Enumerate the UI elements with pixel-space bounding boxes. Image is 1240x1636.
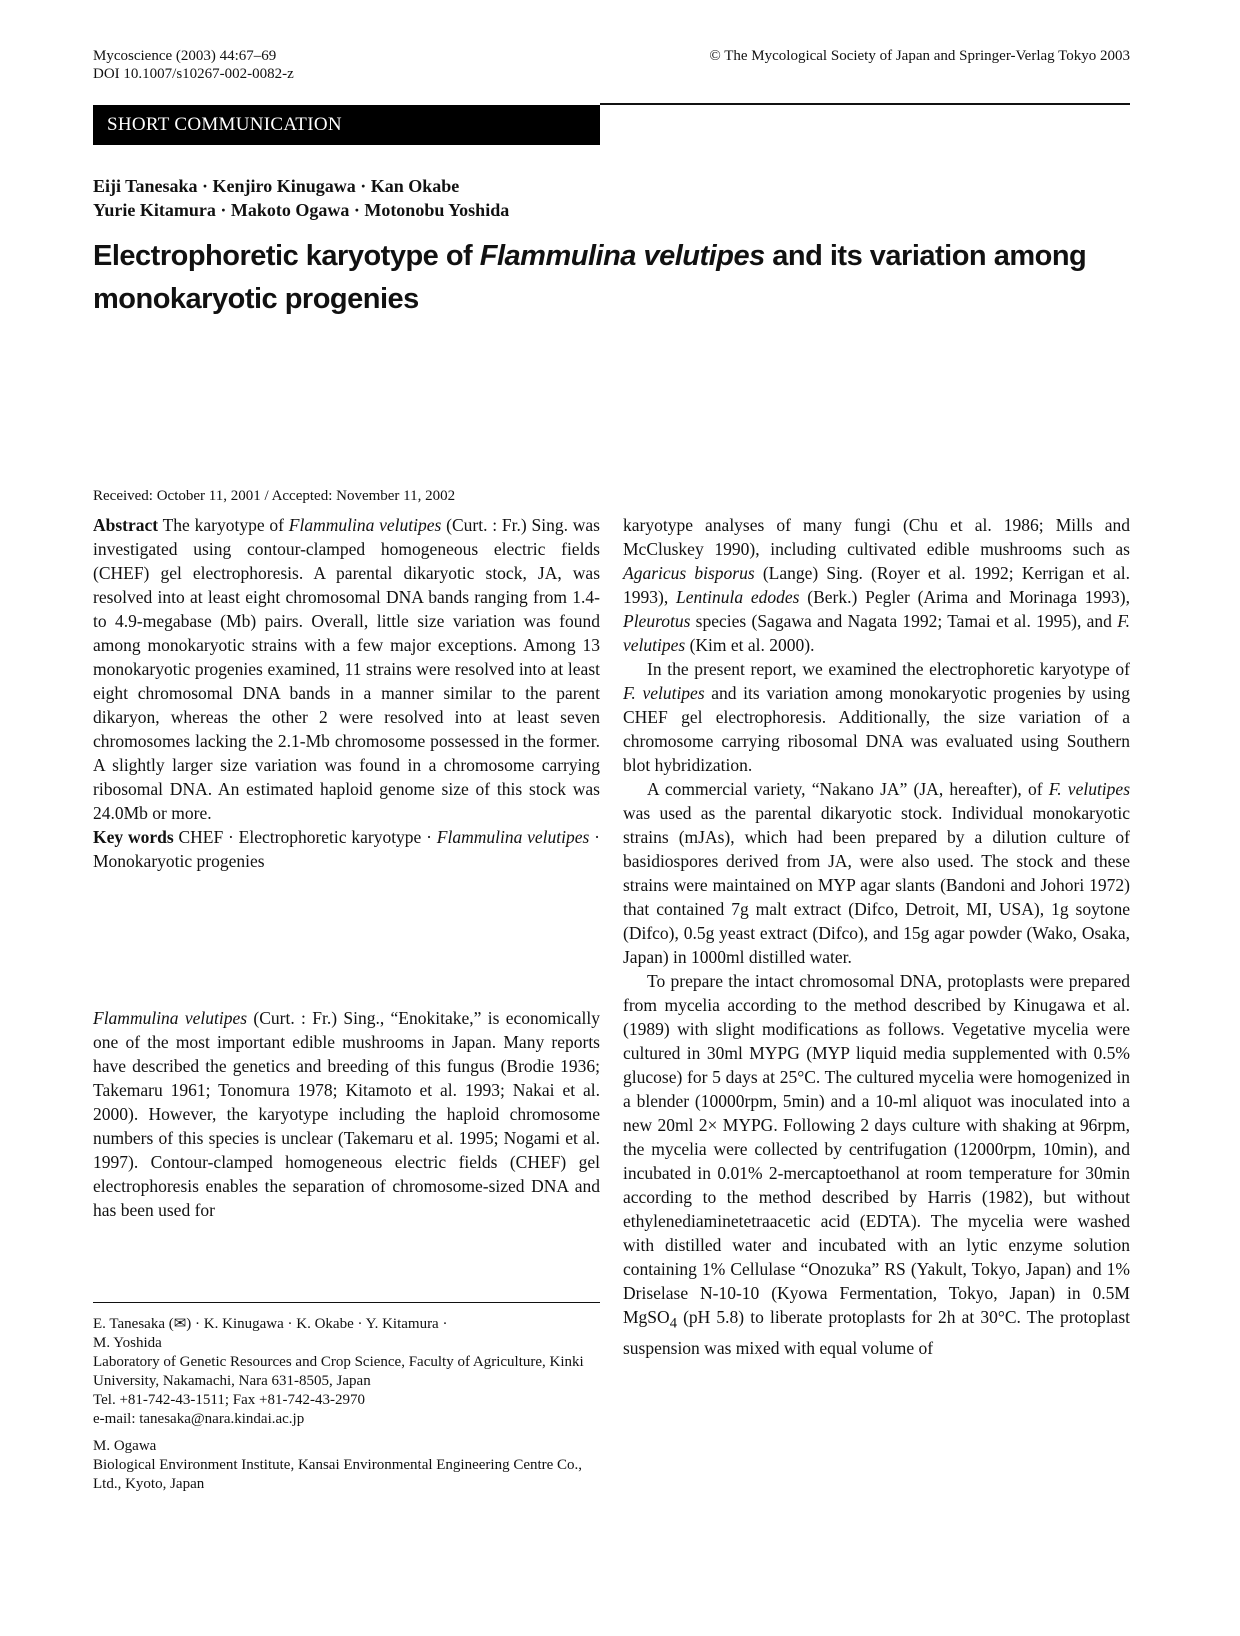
paragraph-2: In the present report, we examined the electrophoretic karyotype of F. velutipes and its variation among monokaryotic progenies by using CHEF gel electrophoresis. Additionally, the size variation of a chromosome carrying ribosomal DNA was evaluated using Southern blot hybridization.	[623, 659, 1130, 775]
right-column	[623, 513, 1130, 1360]
title-part-1: Electrophoretic karyotype of	[93, 240, 480, 272]
keywords: Key words CHEF · Electrophoretic karyotype · Flammulina velutipes · Monokaryotic progenies	[93, 827, 601, 871]
copyright-notice: © The Mycological Society of Japan and Springer-Verlag Tokyo 2003	[709, 48, 1130, 64]
title-part-2: and its variation among monokaryotic progenies	[93, 240, 1087, 315]
author-line-2: Yurie Kitamura · Makoto Ogawa · Motonobu Yoshida	[93, 200, 510, 220]
journal-citation: Mycoscience (2003) 44:67–69	[93, 48, 277, 64]
author-list	[93, 174, 509, 222]
introduction	[93, 1006, 600, 1222]
paragraph-3: A commercial variety, “Nakano JA” (JA, hereafter), of F. velutipes was used as the parental dikaryotic stock. Individual monokaryotic strains (mJAs), which had been prepared by a dilution culture of basidiospores derived from JA, were also used. The stock and these strains were maintained on MYP agar slants (Bandoni and Johori 1972) that contained 7g malt extract (Difco, Detroit, MI, USA), 1g soytone (Difco), 0.5g yeast extract (Difco), and 15g agar powder (Wako, Osaka, Japan) in 1000ml distilled water.	[623, 779, 1130, 967]
section-banner: SHORT COMMUNICATION	[93, 105, 600, 145]
title-species: Flammulina velutipes	[479, 240, 765, 272]
footnote-rule	[93, 1302, 600, 1303]
intro-paragraph: Flammulina velutipes (Curt. : Fr.) Sing., “Enokitake,” is economically one of the most important edible mushrooms in Japan. Many reports have described the genetics and breeding of this fungus (Brodie 1936; Takemaru 1961; Tonomura 1978; Kitamoto et al. 1993; Nakai et al. 2000). However, the karyotype including the haploid chromosome numbers of this species is unclear (Takemaru et al. 1995; Nogami et al. 1997). Contour-clamped homogeneous electric fields (CHEF) gel electrophoresis enables the separation of chromosome-sized DNA and has been used for	[93, 1008, 600, 1220]
abstract: Abstract The karyotype of Flammulina velutipes (Curt. : Fr.) Sing. was investigated using contour-clamped homogeneous electric fields (CHEF) gel electrophoresis. A parental dikaryotic stock, JA, was resolved into at least eight chromosomal DNA bands ranging from 1.4- to 4.9-megabase (Mb) pairs. Overall, little size variation was found among monokaryotic strains with a few major exceptions. Among 13 monokaryotic progenies examined, 11 strains were resolved into at least eight chromosomal DNA bands in a manner similar to the parent dikaryon, whereas the other 2 were resolved into at least seven chromosomes lacking the 2.1-Mb chromosome possessed in the former. A slightly larger size variation was found in a chromosome carrying ribosomal DNA. An estimated haploid genome size of this stock was 24.0Mb or more.	[93, 515, 600, 823]
received-dates: Received: October 11, 2001 / Accepted: November 11, 2002	[93, 488, 456, 504]
keywords-label: Key words	[93, 827, 174, 847]
left-column	[93, 513, 600, 873]
paragraph-1: karyotype analyses of many fungi (Chu et al. 1986; Mills and McCluskey 1990), including cultivated edible mushrooms such as Agaricus bisporus (Lange) Sing. (Royer et al. 1992; Kerrigan et al. 1993), Lentinula edodes (Berk.) Pegler (Arima and Morinaga 1993), Pleurotus species (Sagawa and Nagata 1992; Tamai et al. 1995), and F. velutipes (Kim et al. 2000).	[623, 515, 1131, 655]
email-address: e-mail: tanesaka@nara.kindai.ac.jp	[93, 1411, 305, 1427]
article-title	[93, 235, 1143, 321]
header-rule	[600, 103, 1130, 105]
abstract-label: Abstract	[93, 515, 159, 535]
affiliation-footnote: E. Tanesaka (✉) · K. Kinugawa · K. Okabe · Y. Kitamura · M. Yoshida Laboratory of Genetic Resources and Crop Science, Faculty of Agriculture, Kinki University, Nakamachi, Nara 631-8505, Japan Tel. +81-742-43-1511; Fax +81-742-43-2970 e-mail: tanesaka@nara.kindai.ac.jp M. Ogawa Biological Environment Institute, Kansai Environmental Engineering Centre Co., Ltd., Kyoto, Japan	[93, 1315, 600, 1494]
paragraph-4: To prepare the intact chromosomal DNA, protoplasts were prepared from mycelia according to the method described by Kinugawa et al. (1989) with slight modifications as follows. Vegetative mycelia were cultured in 30ml MYPG (MYP liquid media supplemented with 0.5% glucose) for 5 days at 25°C. The cultured mycelia were homogenized in a blender (10000rpm, 5min) and a 10-ml aliquot was inoculated into a new 20ml 2× MYPG. Following 2 days culture with shaking at 96rpm, the mycelia were collected by centrifugation (12000rpm, 10min), and incubated in 0.01% 2-mercaptoethanol at room temperature for 30min according to the method described by Harris (1982), but without ethylenediaminetetraacetic acid (EDTA). The mycelia were washed with distilled water and incubated with an lytic enzyme solution containing 1% Cellulase “Onozuka” RS (Yakult, Tokyo, Japan) and 1% Driselase N-10-10 (Kyowa Fermentation, Tokyo, Japan) in 0.5M MgSO$_4$ (pH 5.8) to liberate protoplasts for 2h at 30°C. The protoplast suspension was mixed with equal volume of	[623, 971, 1130, 1358]
author-line-1: Eiji Tanesaka · Kenjiro Kinugawa · Kan Okabe	[93, 176, 460, 196]
doi: DOI 10.1007/s10267-002-0082-z	[93, 66, 294, 82]
journal-info	[93, 47, 294, 83]
